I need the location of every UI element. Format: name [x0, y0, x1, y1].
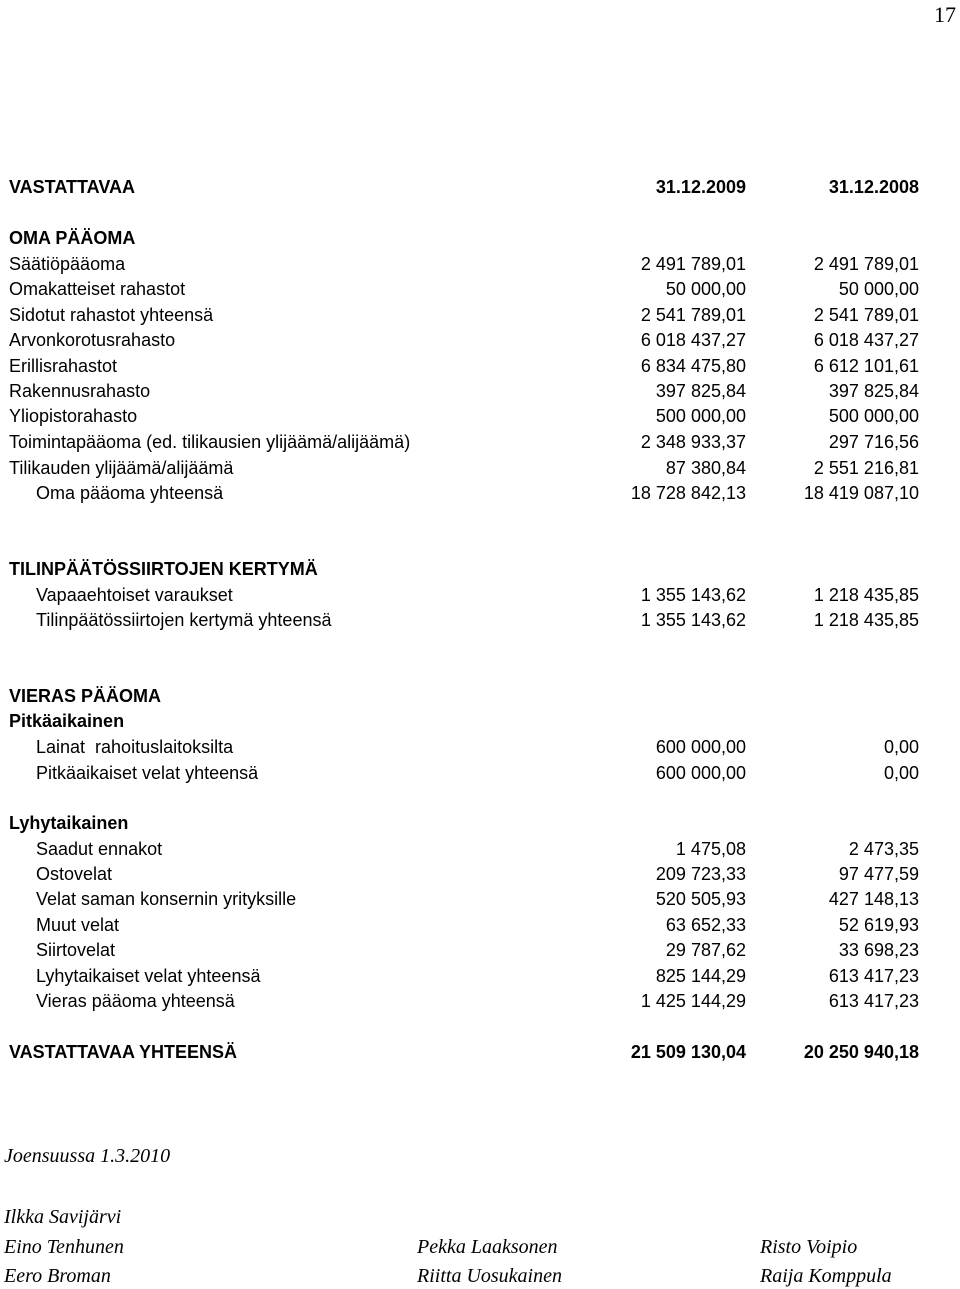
value-2009: 520 505,93	[655, 889, 746, 909]
table-row	[9, 887, 919, 911]
row-label: Erillisrahastot	[9, 356, 118, 376]
row-label: Arvonkorotusrahasto	[9, 330, 176, 350]
value-2008: 18 419 087,10	[803, 483, 919, 503]
value-2009: 18 728 842,13	[630, 483, 746, 503]
value-2008: 2 473,35	[848, 839, 919, 859]
short-term-heading-label: Lyhytaikainen	[9, 813, 129, 833]
long-term-heading-label: Pitkäaikainen	[9, 711, 125, 731]
value-2009: 63 652,33	[665, 915, 746, 935]
signatory-name: Pekka Laaksonen	[417, 1236, 558, 1258]
row-label: Omakatteiset rahastot	[9, 279, 186, 299]
value-2009: 1 425 144,29	[640, 991, 746, 1011]
row-label: Vapaaehtoiset varaukset	[36, 585, 233, 605]
row-label: Muut velat	[36, 915, 120, 935]
equity-total-row	[9, 481, 919, 505]
value-2008: 6 612 101,61	[813, 356, 919, 376]
value-2009: 87 380,84	[665, 458, 746, 478]
value-2009: 29 787,62	[665, 940, 746, 960]
row-label: Sidotut rahastot yhteensä	[9, 305, 214, 325]
signatory-name: Eero Broman	[4, 1265, 111, 1287]
value-2008: 20 250 940,18	[803, 1042, 919, 1062]
value-2008: 50 000,00	[838, 279, 919, 299]
column-header-2008: 31.12.2008	[828, 177, 919, 197]
table-row	[9, 404, 919, 428]
row-label: Pitkäaikaiset velat yhteensä	[36, 763, 259, 783]
row-label: Velat saman konsernin yrityksille	[36, 889, 297, 909]
value-2009: 2 348 933,37	[640, 432, 746, 452]
table-row	[9, 913, 919, 937]
value-2008: 397 825,84	[828, 381, 919, 401]
value-2008: 613 417,23	[828, 991, 919, 1011]
equity-heading-label: OMA PÄÄOMA	[9, 228, 136, 248]
value-2009: 1 475,08	[675, 839, 746, 859]
equity-heading	[9, 226, 919, 250]
section-title: VASTATTAVAA	[9, 177, 135, 197]
signatory-name: Riitta Uosukainen	[417, 1265, 562, 1287]
liabilities-heading-label: VIERAS PÄÄOMA	[9, 686, 162, 706]
value-2009: 50 000,00	[665, 279, 746, 299]
long-term-heading	[9, 709, 919, 733]
value-2008: 97 477,59	[838, 864, 919, 884]
table-row	[9, 583, 919, 607]
row-label: Saadut ennakot	[36, 839, 163, 859]
value-2009: 209 723,33	[655, 864, 746, 884]
value-2009: 6 018 437,27	[640, 330, 746, 350]
row-label: Vieras pääoma yhteensä	[36, 991, 235, 1011]
value-2008: 1 218 435,85	[813, 610, 919, 630]
table-row	[9, 379, 919, 403]
value-2009: 21 509 130,04	[630, 1042, 746, 1062]
column-header-2009: 31.12.2009	[655, 177, 746, 197]
balance-header	[9, 175, 919, 199]
row-label: Oma pääoma yhteensä	[36, 483, 224, 503]
value-2009: 600 000,00	[655, 763, 746, 783]
liabilities-heading	[9, 684, 919, 708]
table-row	[9, 989, 919, 1013]
table-row	[9, 862, 919, 886]
table-row	[9, 430, 919, 454]
table-row	[9, 761, 919, 785]
grand-total-row	[9, 1040, 919, 1064]
row-label: Toimintapääoma (ed. tilikausien ylijäämä/alijäämä)	[9, 432, 411, 452]
value-2008: 2 551 216,81	[813, 458, 919, 478]
signatory-name: Eino Tenhunen	[4, 1236, 124, 1258]
place-date: Joensuussa 1.3.2010	[4, 1145, 171, 1167]
row-label: Tilikauden ylijäämä/alijäämä	[9, 458, 234, 478]
short-term-heading	[9, 811, 919, 835]
row-label: Siirtovelat	[36, 940, 116, 960]
row-label: VASTATTAVAA YHTEENSÄ	[9, 1042, 238, 1062]
value-2009: 2 541 789,01	[640, 305, 746, 325]
value-2008: 52 619,93	[838, 915, 919, 935]
value-2009: 1 355 143,62	[640, 610, 746, 630]
row-label: Yliopistorahasto	[9, 406, 138, 426]
table-row	[9, 608, 919, 632]
table-row	[9, 964, 919, 988]
value-2008: 33 698,23	[838, 940, 919, 960]
value-2008: 500 000,00	[828, 406, 919, 426]
table-row	[9, 303, 919, 327]
appropriations-heading	[9, 557, 919, 581]
value-2009: 2 491 789,01	[640, 254, 746, 274]
signatory-name: Ilkka Savijärvi	[4, 1206, 122, 1228]
appropriations-heading-label: TILINPÄÄTÖSSIIRTOJEN KERTYMÄ	[9, 559, 318, 579]
page-number: 17	[934, 2, 956, 27]
value-2009: 6 834 475,80	[640, 356, 746, 376]
value-2009: 825 144,29	[655, 966, 746, 986]
row-label: Lainat rahoituslaitoksilta	[36, 737, 234, 757]
table-row	[9, 328, 919, 352]
table-row	[9, 456, 919, 480]
table-row	[9, 354, 919, 378]
value-2009: 500 000,00	[655, 406, 746, 426]
row-label: Rakennusrahasto	[9, 381, 151, 401]
value-2008: 297 716,56	[828, 432, 919, 452]
value-2008: 427 148,13	[828, 889, 919, 909]
value-2008: 0,00	[883, 763, 919, 783]
value-2008: 2 541 789,01	[813, 305, 919, 325]
value-2008: 613 417,23	[828, 966, 919, 986]
row-label: Lyhytaikaiset velat yhteensä	[36, 966, 261, 986]
signatory-name: Raija Komppula	[760, 1265, 892, 1287]
value-2009: 600 000,00	[655, 737, 746, 757]
table-row	[9, 277, 919, 301]
value-2009: 1 355 143,62	[640, 585, 746, 605]
table-row	[9, 837, 919, 861]
value-2008: 6 018 437,27	[813, 330, 919, 350]
value-2008: 1 218 435,85	[813, 585, 919, 605]
row-label: Ostovelat	[36, 864, 113, 884]
table-row	[9, 252, 919, 276]
signatory-name: Risto Voipio	[760, 1236, 858, 1258]
row-label: Tilinpäätössiirtojen kertymä yhteensä	[36, 610, 332, 630]
value-2009: 397 825,84	[655, 381, 746, 401]
value-2008: 0,00	[883, 737, 919, 757]
value-2008: 2 491 789,01	[813, 254, 919, 274]
row-label: Säätiöpääoma	[9, 254, 126, 274]
table-row	[9, 938, 919, 962]
table-row	[9, 735, 919, 759]
